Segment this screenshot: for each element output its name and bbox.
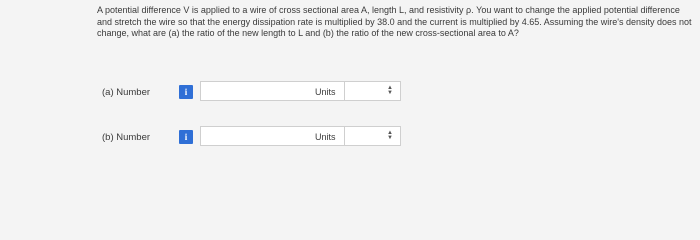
answer-b-label: (b) Number bbox=[102, 131, 151, 143]
answer-row-b bbox=[102, 126, 393, 148]
updown-caret-icon: ▲ ▼ bbox=[387, 130, 393, 141]
answer-a-units-select[interactable] bbox=[344, 81, 401, 101]
info-icon[interactable]: i bbox=[179, 130, 193, 144]
updown-caret-icon: ▲ ▼ bbox=[387, 85, 393, 96]
answer-row-a bbox=[102, 81, 393, 103]
answer-b-units-label: Units bbox=[315, 132, 336, 142]
answer-b-units-select[interactable] bbox=[344, 126, 401, 146]
info-icon[interactable]: i bbox=[179, 85, 193, 99]
answer-a-label: (a) Number bbox=[102, 86, 151, 98]
answer-a-units-label: Units bbox=[315, 87, 336, 97]
question-text: A potential difference V is applied to a wire of cross sectional area A, length L, and resistivity ρ. You want to change the applied potential difference and stretch the wire so that the energy dissipation rate is multiplied by 38.0 and the current is multiplied by 4.65. Assuming the wire's density does not change, what are (a) the ratio of the new length to L and (b) the ratio of the new cross-sectional area to A? bbox=[97, 5, 692, 38]
